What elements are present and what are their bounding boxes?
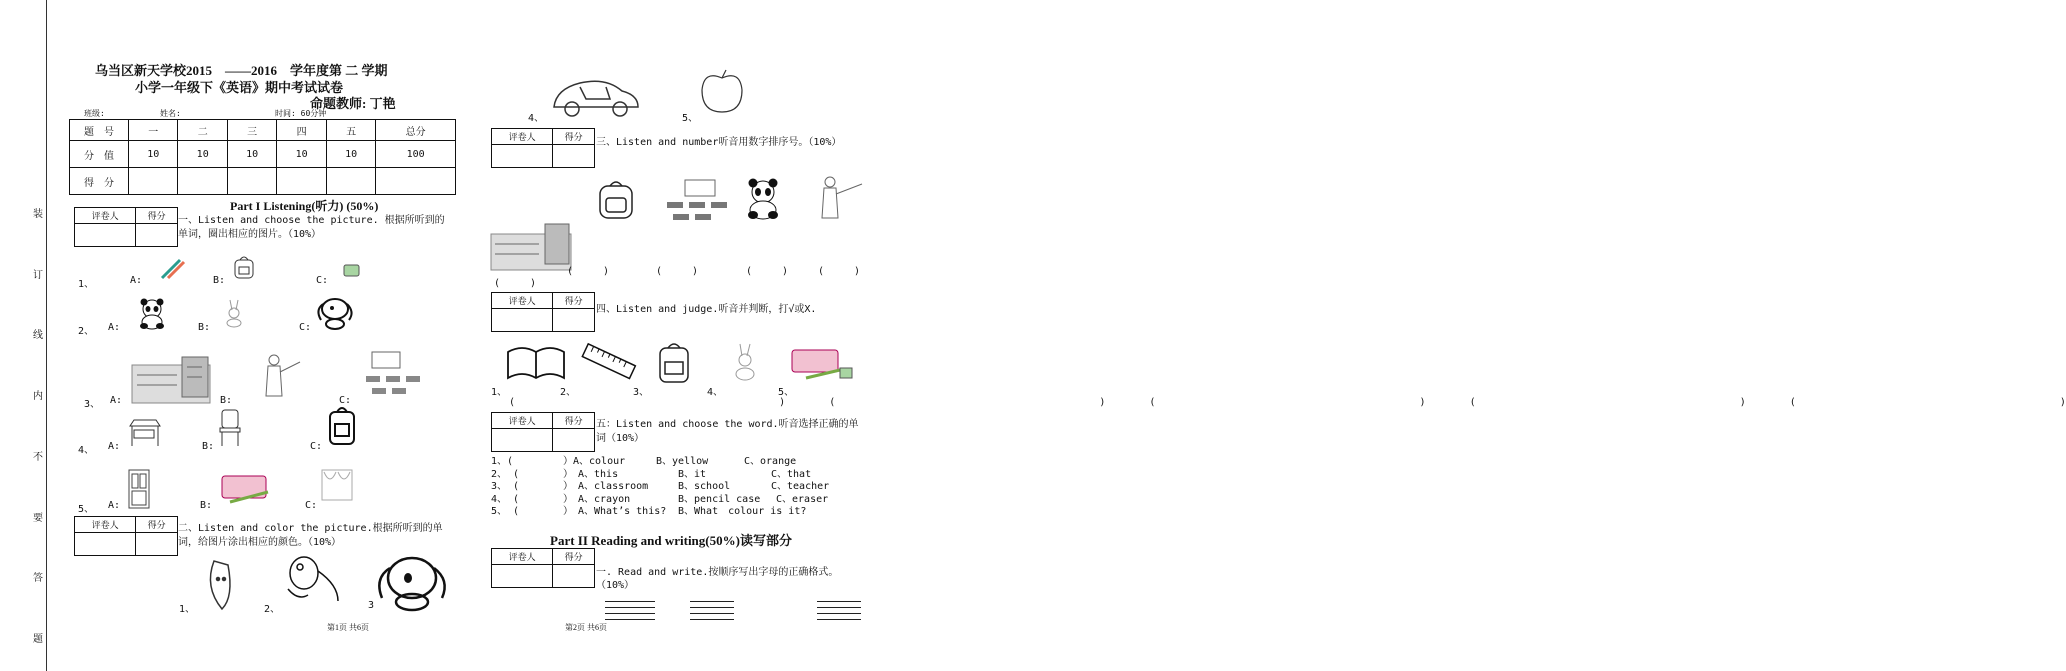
q5-option-a[interactable]: ） A、this	[563, 468, 619, 480]
writing-lines-1[interactable]	[605, 601, 655, 625]
binding-char: 不	[33, 451, 43, 463]
header-cell: 一	[129, 120, 178, 141]
q1-option-c[interactable]: C:	[305, 500, 318, 511]
score-blank[interactable]	[553, 145, 595, 168]
q1-num: 2、	[78, 326, 95, 337]
header-cell: 二	[178, 120, 227, 141]
page-footer-1: 第1页 共6页	[327, 623, 369, 632]
binding-char: 要	[33, 512, 43, 524]
window-icon	[320, 468, 354, 502]
reviewer-blank[interactable]	[492, 565, 553, 588]
blank-cell[interactable]	[326, 168, 375, 195]
score-blank[interactable]	[553, 309, 595, 332]
q5-num[interactable]: 4、 (	[491, 493, 520, 505]
q1-option-c[interactable]: C:	[310, 441, 323, 452]
q3-blank-3[interactable]: ( )	[746, 266, 789, 277]
q1-option-a[interactable]: A:	[108, 500, 121, 511]
crayons-image	[160, 258, 186, 280]
q1-num: 1、	[78, 279, 95, 290]
score-blank[interactable]	[553, 565, 595, 588]
q5-option-a[interactable]: ） A、classroom	[563, 481, 649, 492]
q5-option-c[interactable]: C、teacher	[771, 481, 830, 492]
backpack-q3-icon	[596, 178, 636, 220]
grader-box-q3	[491, 128, 595, 168]
q1-option-b[interactable]: B:	[213, 275, 226, 286]
page-footer-2: 第2页 共6页	[565, 623, 607, 632]
score-label: 得分	[136, 208, 178, 224]
q1-num: 5、	[78, 504, 95, 515]
q4-blank[interactable]	[785, 397, 829, 408]
binding-margin-text	[32, 205, 44, 645]
chair-icon	[218, 408, 242, 448]
q1-option-a[interactable]: A:	[130, 275, 143, 286]
q4-label-1: 1、	[491, 387, 508, 398]
part1-title: Part I Listening(听力) (50%)	[230, 199, 379, 213]
grader-box-q1	[74, 207, 178, 247]
exam-title: 小学一年级下《英语》期中考试试卷	[135, 80, 344, 95]
q5-num[interactable]: 2、 (	[491, 468, 520, 480]
q5-title: 五：Listen and choose the word.听音选择正确的单词（10%）	[596, 419, 859, 444]
binding-char: 订	[33, 269, 43, 281]
apple-icon	[698, 68, 746, 116]
q3-blank-2[interactable]: ( )	[656, 266, 699, 277]
q5-option-b[interactable]: B、school	[678, 481, 731, 492]
eraser-image	[343, 262, 361, 278]
q5-list	[491, 456, 871, 519]
schoolbag-icon	[327, 404, 357, 446]
q5-option-b[interactable]: B、What colour is it?	[678, 506, 807, 517]
score-get-row	[70, 168, 456, 195]
q4-label-2: 2、	[560, 387, 577, 398]
q5-num[interactable]: 3、 (	[491, 481, 520, 492]
q1-option-b[interactable]: B:	[220, 395, 233, 406]
q2-label-2: 2、	[264, 604, 281, 615]
value-cell: 100	[376, 141, 456, 168]
binding-char: 内	[33, 391, 43, 403]
q5-item	[491, 481, 871, 494]
q1-num: 3、	[84, 399, 101, 410]
binding-char: 装	[33, 209, 43, 220]
q1-title: 一、Listen and choose the picture. 根据所听到的单词，圈出相应的图片。（10%）	[178, 215, 445, 240]
q3-blank-4[interactable]: ( )	[818, 266, 861, 277]
score-label: 得分	[553, 293, 595, 309]
desk-icon	[128, 414, 162, 448]
book-icon	[506, 344, 566, 380]
q5-option-a[interactable]: ） A、crayon	[563, 493, 631, 505]
q1-num: 4、	[78, 445, 95, 456]
p2-q1-title: 一. Read and write.按顺序写出字母的正确格式。（10%）	[596, 567, 839, 591]
q5-num[interactable]: 5、 (	[491, 506, 520, 517]
score-label: 得分	[553, 129, 595, 145]
banana-icon	[204, 557, 238, 613]
value-cell: 10	[129, 141, 178, 168]
value-cell: 10	[277, 141, 326, 168]
q5-option-c[interactable]: C、that	[771, 468, 812, 480]
grader-box-p2	[491, 548, 595, 588]
q5-option-c[interactable]: C、eraser	[776, 493, 829, 505]
score-label: 得分	[553, 549, 595, 565]
q5-option-b[interactable]: B、pencil case	[678, 493, 761, 505]
reviewer-blank[interactable]	[492, 145, 553, 168]
q5-item	[491, 506, 871, 519]
grader-box-q5	[491, 412, 595, 452]
q1-option-c[interactable]: C:	[299, 322, 312, 333]
q4-label-4: 4、	[707, 387, 724, 398]
panda-icon	[138, 298, 166, 330]
teacher-q3-icon	[810, 174, 864, 222]
teacher-icon	[256, 352, 304, 400]
panda-q3-icon	[745, 178, 781, 220]
school-building-image	[132, 355, 210, 403]
reviewer-blank[interactable]	[492, 429, 553, 452]
reviewer-label: 评卷人	[492, 129, 553, 145]
q5-option-b[interactable]: B、it	[678, 468, 707, 480]
reviewer-label: 评卷人	[75, 517, 136, 533]
blank-cell[interactable]	[178, 168, 227, 195]
car-icon	[550, 75, 642, 119]
q5-option-a[interactable]: ） A、What’s this?	[563, 506, 667, 517]
q1-option-b[interactable]: B:	[202, 441, 215, 452]
q1-option-a[interactable]: A:	[108, 322, 121, 333]
info-name: 姓名:	[160, 109, 181, 118]
q5-num[interactable]: 1、(	[491, 456, 514, 467]
q5-option-b[interactable]: B、yellow	[656, 456, 709, 467]
header-cell: 四	[277, 120, 326, 141]
value-cell: 分 值	[70, 141, 129, 168]
part2-title: Part II Reading and writing(50%)读写部分	[550, 533, 792, 548]
blank-cell[interactable]	[376, 168, 456, 195]
dog-icon	[313, 296, 355, 330]
score-value-row	[70, 141, 456, 168]
score-blank[interactable]	[136, 224, 178, 247]
reviewer-label: 评卷人	[75, 208, 136, 224]
score-blank[interactable]	[136, 533, 178, 556]
classroom-image	[362, 350, 428, 400]
q4-blank[interactable]	[515, 397, 779, 408]
writing-lines-2[interactable]	[690, 601, 734, 625]
value-cell: 10	[326, 141, 375, 168]
binding-char: 线	[33, 330, 43, 342]
q1-option-a[interactable]: A:	[110, 395, 123, 406]
header-cell: 总分	[376, 120, 456, 141]
reviewer-label: 评卷人	[492, 413, 553, 429]
top-label-5: 5、	[682, 113, 699, 124]
reviewer-blank[interactable]	[492, 309, 553, 332]
pencil-case-image	[220, 470, 272, 506]
q3-title: 三、Listen and number听音用数字排序号。（10%）	[596, 137, 842, 148]
writing-lines-3[interactable]	[817, 601, 861, 625]
header-cell: 三	[227, 120, 276, 141]
info-class: 班级:	[84, 109, 105, 118]
blank-cell[interactable]	[129, 168, 178, 195]
score-label: 得分	[136, 517, 178, 533]
dog-color-icon	[372, 548, 452, 612]
q4-label-3: 3、	[633, 387, 650, 398]
school-title: 乌当区新天学校2015 ——2016 学年度第 二 学期	[95, 63, 388, 78]
blank-cell[interactable]	[277, 168, 326, 195]
binding-char: 题	[33, 633, 43, 645]
value-cell: 10	[227, 141, 276, 168]
header-cell: 五	[326, 120, 375, 141]
binding-margin-line	[46, 0, 47, 671]
reviewer-label: 评卷人	[492, 549, 553, 565]
q2-title: 二、Listen and color the picture.根据所听到的单词，给图片涂出相应的颜色。（10%）	[178, 523, 443, 548]
q3-blank-1[interactable]: ( )	[567, 266, 610, 277]
q3-blank-5[interactable]: ( )	[494, 278, 537, 289]
info-time: 时间: 60分钟	[275, 109, 327, 118]
classroom-q3-image	[665, 178, 729, 224]
door-icon	[127, 468, 151, 510]
score-label: 得分	[553, 413, 595, 429]
q4-blanks-row: ( ) ( ) ( ) ( ) ( )	[509, 397, 2066, 408]
score-header-row	[70, 120, 456, 141]
score-table	[69, 119, 456, 195]
q5-option-a[interactable]: ）A、colour	[563, 456, 626, 467]
backpack-q4-icon	[656, 340, 692, 384]
q4-label-5: 5、	[778, 387, 795, 398]
reviewer-blank[interactable]	[75, 224, 136, 247]
value-cell: 10	[178, 141, 227, 168]
pencil-case-q4-image	[790, 344, 854, 384]
grader-box-q2	[74, 516, 178, 556]
reviewer-label: 评卷人	[492, 293, 553, 309]
get-label-cell: 得 分	[70, 168, 129, 195]
school-q3-image	[491, 222, 571, 270]
rabbit-icon	[222, 298, 246, 328]
binding-char: 答	[33, 573, 43, 585]
ruler-icon	[578, 340, 638, 386]
q4-title: 四、Listen and judge.听音并判断，打√或X.	[596, 304, 817, 315]
reviewer-blank[interactable]	[75, 533, 136, 556]
blank-cell[interactable]	[227, 168, 276, 195]
q5-option-c[interactable]: C、orange	[744, 456, 797, 467]
q5-item	[491, 469, 871, 482]
grader-box-q4	[491, 292, 595, 332]
q1-option-a[interactable]: A:	[108, 441, 121, 452]
q5-item	[491, 456, 871, 469]
bird-icon	[278, 545, 342, 603]
q1-option-b[interactable]: B:	[198, 322, 211, 333]
score-blank[interactable]	[553, 429, 595, 452]
q1-option-b[interactable]: B:	[200, 500, 213, 511]
header-cell: 题 号	[70, 120, 129, 141]
q2-label-1: 1、	[179, 604, 196, 615]
q5-item	[491, 494, 871, 507]
backpack-icon	[232, 254, 256, 280]
rabbit-q4-icon	[730, 342, 760, 382]
q1-option-c[interactable]: C:	[316, 275, 329, 286]
teacher-line: 命题教师: 丁艳	[310, 96, 396, 111]
top-label-4: 4、	[528, 113, 545, 124]
q1-option-c[interactable]: C:	[339, 395, 352, 406]
q2-label-3: 3	[368, 600, 375, 611]
